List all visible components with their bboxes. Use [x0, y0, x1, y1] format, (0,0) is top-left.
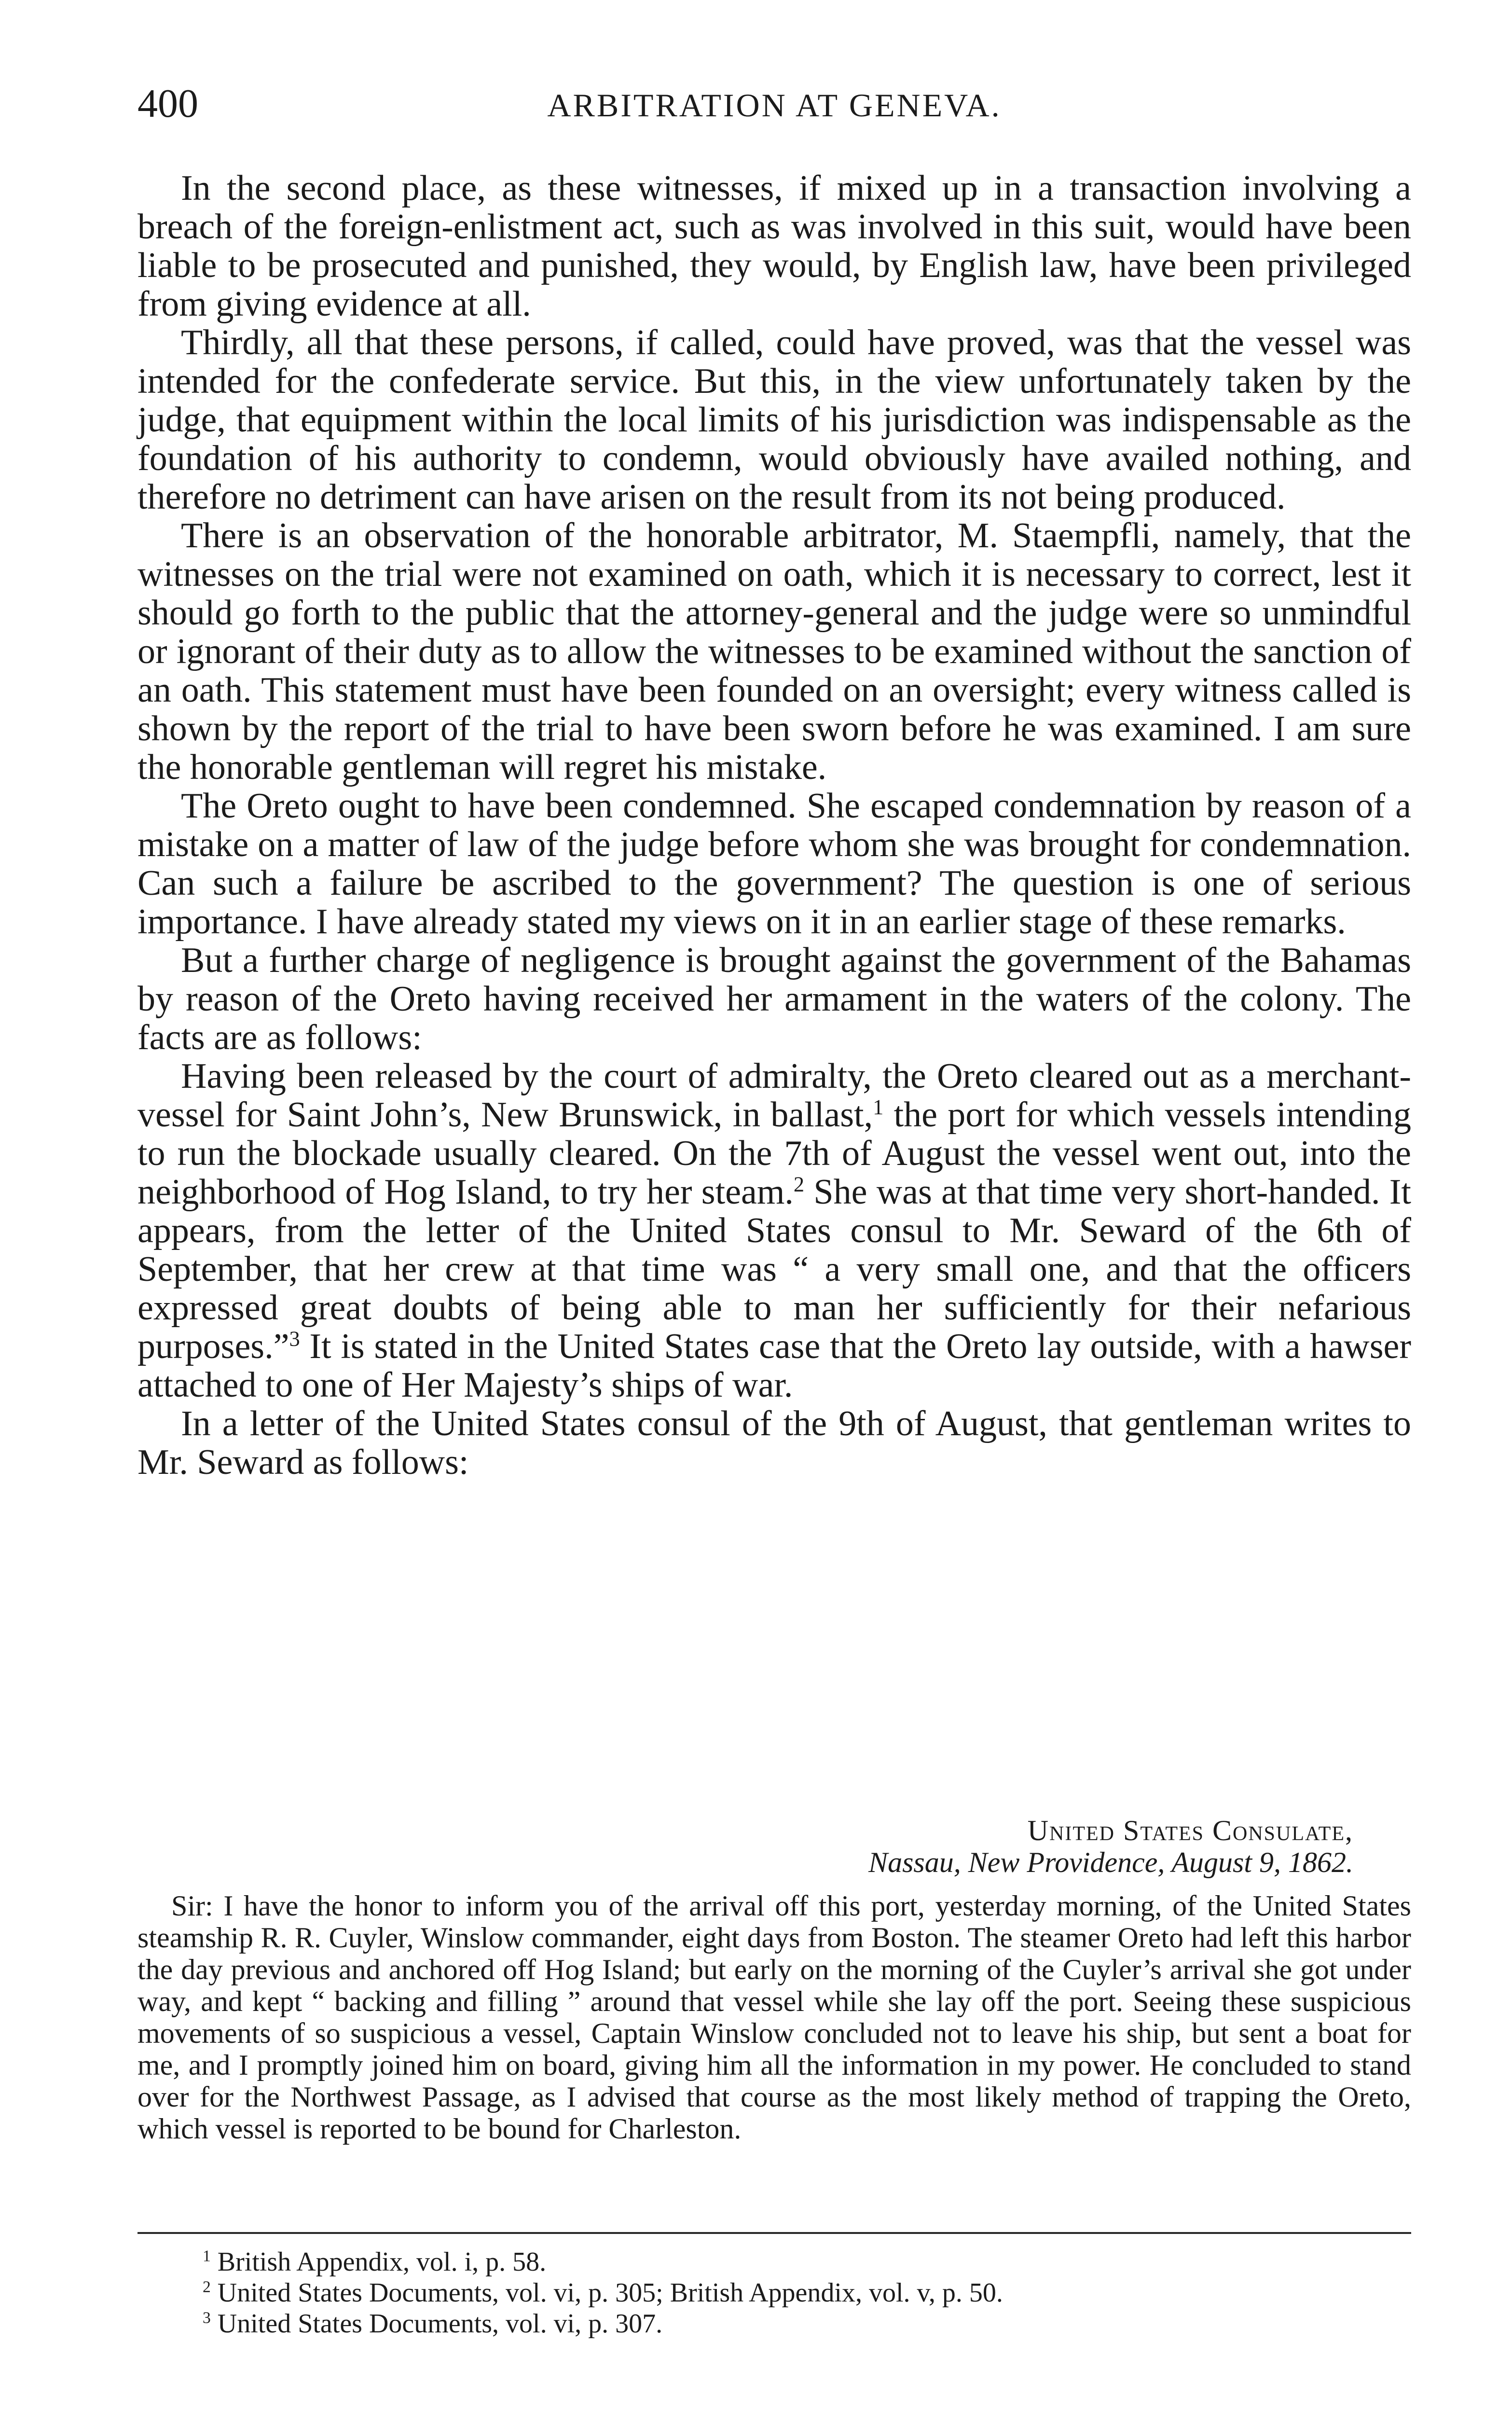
paragraph-text: the port for which vessels intending to run the blockade usually cleared. On the 7th of August the vessel went out, into the neighborhood of Hog Island, to try her steam. [137, 1095, 1411, 1212]
footnote-ref: 1 [873, 1095, 884, 1119]
letter-year: , 1862. [1274, 1846, 1353, 1878]
footnote [203, 2277, 1409, 2308]
paragraph-text: She was at that time very short-handed. It appears, from the letter of the United States consul to Mr. Seward of the 6th of September, that her crew at that time was “ a very small one, and that the officers expressed great doubts of being able to man her sufficiently for their nefarious purposes.” [137, 1172, 1411, 1366]
footnote-number: 2 [203, 2278, 211, 2296]
footnote-number: 1 [203, 2247, 211, 2265]
paragraph: But a further charge of negligence is brought against the government of the Bahamas by reason of the Oreto having received her armament in the waters of the colony. The facts are as follows: [137, 941, 1411, 1057]
letter-heading [137, 1815, 1411, 1878]
paragraph: The Oreto ought to have been condemned. She escaped condemnation by reason of a mistake on a matter of law of the judge before whom she was brought for condemnation. Can such a failure be ascribed to the government? The question is one of serious importance. I have already stated my views on it in an earlier stage of these remarks. [137, 786, 1411, 942]
paragraph-text: It is stated in the United States case that the Oreto lay outside, with a hawser attached to one of Her Majesty’s ships of war. [137, 1327, 1411, 1405]
main-text [137, 169, 1411, 1482]
letter-text: I have the honor to inform you of the arrival off this port, yesterday morning, of the United States steamship R. R. Cuyler, Winslow commander, eight days from Boston. The steamer Oreto had left this harbor the day previous and anchored off Hog Island; but early on the morning of the Cuyler’s arrival she got under way, and kept “ backing and filling ” around that vessel while she lay off the port. Seeing these suspicious movements of so suspicious a vessel, Captain Winslow concluded not to leave his ship, but sent a boat for me, and I promptly joined him on board, giving him all the information in my power. He concluded to stand over for the Northwest Passage, as I advised that course as the most likely method of trapping the Oreto, which vessel is reported to be bound for Charleston. [137, 1890, 1411, 2145]
footnote-text: United States Documents, vol. vi, p. 305; British Appendix, vol. v, p. 50. [217, 2278, 1003, 2308]
footnote [203, 2308, 1409, 2339]
paragraph [137, 1057, 1411, 1404]
footnote-ref: 2 [793, 1172, 805, 1196]
footnote-text: United States Documents, vol. vi, p. 307. [217, 2309, 663, 2339]
paragraph: In a letter of the United States consul of the 9th of August, that gentleman writes to Mr. Seward as follows: [137, 1404, 1411, 1482]
paragraph: Thirdly, all that these persons, if called, could have proved, was that the vessel was intended for the confederate service. But this, in the view unfortunately taken by the judge, that equipment within the local limits of his jurisdiction was indispensable as the foundation of his authority to condemn, would obviously have availed nothing, and therefore no detriment can have arisen on the result from its not being produced. [137, 323, 1411, 517]
running-title: ARBITRATION AT GENEVA. [547, 87, 1002, 124]
footnote [203, 2247, 1409, 2277]
letter-body [137, 1890, 1411, 2145]
paragraph-text: Having been released by the court of admiralty, the Oreto cleared out as a merchant-vessel for Saint John’s, New Brunswick, in ballast, [137, 1056, 1411, 1135]
paragraph: There is an observation of the honorable arbitrator, M. Staempfli, namely, that the witnesses on the trial were not examined on oath, which it is necessary to correct, lest it should go forth to the public that the attorney-general and the judge were so unmindful or ignorant of their duty as to allow the witnesses to be examined without the sanction of an oath. This statement must have been founded on an oversight; every witness called is shown by the report of the trial to have been sworn before he was examined. I am sure the honorable gentleman will regret his mistake. [137, 516, 1411, 787]
page-header [137, 80, 1411, 138]
paragraph: In the second place, as these witnesses, if mixed up in a transaction involving a breach of the foreign-enlistment act, such as was involved in this suit, would have been liable to be prosecuted and punished, they would, by English law, have been privileged from giving evidence at all. [137, 168, 1411, 324]
footnote-ref: 3 [289, 1326, 300, 1351]
footnotes [203, 2247, 1409, 2339]
footnote-text: British Appendix, vol. i, p. 58. [217, 2247, 547, 2277]
footnote-number: 3 [203, 2309, 211, 2327]
letter-day: 9 [1259, 1846, 1274, 1878]
letter-salutation: Sir: [171, 1890, 213, 1922]
page-number: 400 [137, 81, 198, 126]
letter-office: United States Consulate, [1027, 1815, 1353, 1846]
quoted-letter [137, 1815, 1411, 2145]
footnote-divider [137, 2232, 1411, 2234]
letter-place-date [137, 1846, 1353, 1878]
letter-place: Nassau, New Providence, August [868, 1846, 1252, 1878]
